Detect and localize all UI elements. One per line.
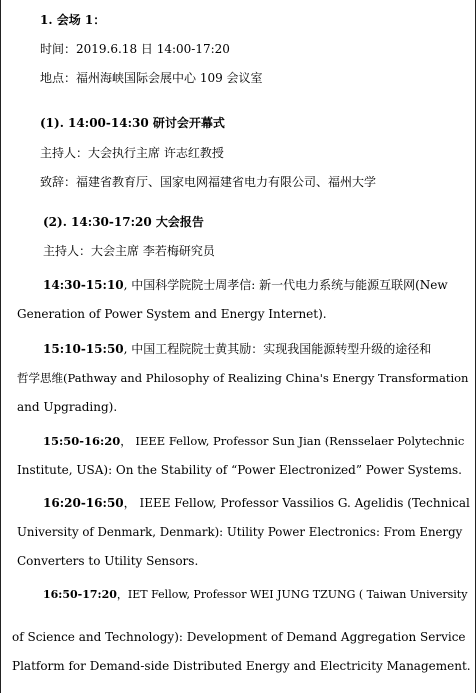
talk-5-line-1 <box>43 587 467 603</box>
talk-2-text-1: , 中国工程院院士黄其励：实现我国能源转型升级的途径和 <box>123 342 432 356</box>
talk-3-text-1: ， IEEE Fellow, Professor Sun Jian (Rensselaer Polytechnic <box>120 434 465 448</box>
talk-2-time: 15:10-15:50 <box>43 342 124 356</box>
talk-4-line-2: University of Denmark, Denmark): Utility Power Electronics: From Energy <box>17 525 463 539</box>
talk-5-time: 16:50-17:20 <box>43 588 117 601</box>
talk-5-line-3: Platform for Demand-side Distributed Energy and Electricity Management. <box>12 659 471 673</box>
talk-5-text-1: ，IET Fellow, Professor WEI JUNG TZUNG ( Taiwan University <box>116 588 468 601</box>
opening-speech: 致辞：福建省教育厅、国家电网福建省电力有限公司、福州大学 <box>40 175 377 189</box>
talk-1-time: 14:30-15:10 <box>43 278 124 292</box>
talk-4-line-1 <box>43 495 470 511</box>
talk-1-line-2: Generation of Power System and Energy Internet). <box>17 307 327 321</box>
report-host: 主持人：大会主席 李若梅研究员 <box>43 244 215 258</box>
talk-2-line-1 <box>43 341 431 357</box>
talk-1-text-1: , 中国科学院院士周孝信: 新一代电力系统与能源互联网(New <box>123 278 448 292</box>
talk-4-time: 16:20-16:50 <box>43 496 124 510</box>
talk-2-line-2: 哲学思维(Pathway and Philosophy of Realizing China's Energy Transformation <box>17 371 469 385</box>
talk-3-line-2: Institute, USA): On the Stability of “Power Electronized” Power Systems. <box>17 463 462 477</box>
talk-2-line-3: and Upgrading). <box>17 400 118 414</box>
venue-location: 地点：福州海峡国际会展中心 109 会议室 <box>40 71 263 85</box>
talk-3-line-1 <box>43 433 464 449</box>
talk-3-time: 15:50-16:20 <box>43 434 121 448</box>
talk-4-line-3: Converters to Utility Sensors. <box>17 554 199 568</box>
opening-host: 主持人：大会执行主席 许志红教授 <box>40 146 224 160</box>
talk-5-line-2: of Science and Technology): Development of Demand Aggregation Service <box>12 630 466 644</box>
venue-heading: 1. 会场 1： <box>40 13 106 27</box>
talk-4-text-1: ， IEEE Fellow, Professor Vassilios G. Agelidis (Technical <box>123 496 470 510</box>
venue-time: 时间：2019.6.18 日 14:00-17:20 <box>40 42 230 56</box>
opening-heading: (1). 14:00-14:30 研讨会开幕式 <box>40 116 225 130</box>
report-heading: (2). 14:30-17:20 大会报告 <box>43 215 204 229</box>
talk-1-line-1 <box>43 277 448 293</box>
